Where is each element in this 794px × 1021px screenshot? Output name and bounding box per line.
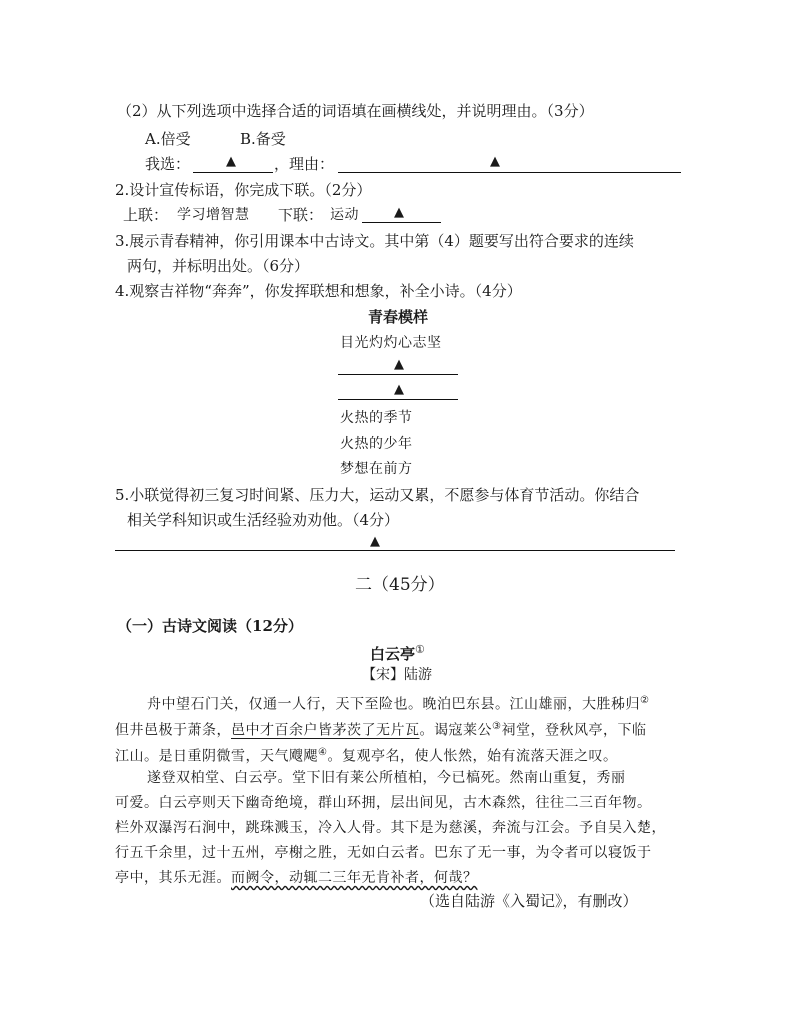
choose-marker: ▲ [226,154,236,169]
lower-couplet-marker: ▲ [394,205,404,220]
p1-text-6: 。复观亭名，使人怅然，始有流落天涯之叹。 [327,748,618,765]
lower-couplet-blank[interactable] [362,222,441,223]
passage-p2-line1: 遂登双柏堂、白云亭。堂下旧有莱公所植柏，今已槁死。然南山重复，秀丽 [147,770,626,786]
upper-couplet-text: 学习增智慧 [177,207,250,223]
persuade-marker: ▲ [370,534,380,549]
quote-prompt-line1: 3.展示青春精神，你引用课本中古诗文。其中第（4）题要写出符合要求的连续 [115,232,634,250]
p1-text-1: 舟中望石门关，仅通一人行，天下至险也。晚泊巴东县。江山雄丽，大胜秭归 [147,696,640,713]
passage-p2-line3: 栏外双瀑泻石涧中，跳珠溅玉，冷入人骨。其下是为慈溪，奔流与江会。予自吴入楚， [115,820,666,836]
upper-couplet-label: 上联： [123,206,169,224]
subsection-title: （一）古诗文阅读（12分） [117,617,303,635]
passage-p2-line4: 行五千余里，过十五州，亭榭之胜，无如白云者。巴东了无一事，为令者可以寝饭于 [115,845,652,861]
passage-p2-line5 [115,868,478,888]
persuade-prompt-line1: 5.小联觉得初三复习时间紧、压力大，运动又累，不愿参与体育节活动。你结合 [115,486,640,504]
section-title: 二（45分） [355,575,445,595]
note-3: ③ [492,721,502,732]
reason-marker: ▲ [490,154,500,169]
note-2: ② [640,695,650,706]
reason-label: ，理由： [274,155,335,173]
reason-blank[interactable] [338,172,681,173]
passage-title-text: 白云亭 [370,645,416,663]
poem-line-3: 火热的少年 [340,436,413,452]
choose-blank[interactable] [193,172,273,173]
option-a: A.倍受 [145,130,191,148]
p1-text-5: 江山。是日重阴微雪，天气飕飔 [115,748,318,765]
slogan-prompt: 2.设计宣传标语，你完成下联。（2分） [115,181,372,199]
poem-blank-1[interactable] [338,374,458,375]
passage-p2-line2: 可爱。白云亭则天下幽奇绝境，群山环拥，层出间见，古木森然，往往二三百年物。 [115,795,652,811]
persuade-blank[interactable] [115,550,675,551]
passage-p1-line1 [147,691,649,715]
passage-title [370,640,425,664]
p1-text-3: 。谒寇莱公 [419,722,492,739]
passage-p1-line3 [115,743,617,767]
poem-line-1: 目光灼灼心志坚 [340,335,442,351]
passage-source: （选自陆游《入蜀记》，有删改） [420,892,638,910]
p2-text-5: 亭中，其乐无涯。 [115,870,231,886]
p1-text-2: 但井邑极于萧条， [115,722,231,739]
option-b: B.备受 [240,130,286,148]
poem-blank-2[interactable] [338,399,458,400]
underlined-sentence-2: 而阙令，动辄二三年无肯补者，何哉？ [231,870,478,886]
quote-prompt-line2: 两句，并标明出处。（6分） [127,257,310,275]
q2-prompt: （2）从下列选项中选择合适的词语填在画横线处，并说明理由。（3分） [117,102,594,120]
note-4: ④ [318,747,328,758]
poem-marker-2: ▲ [394,382,404,397]
poem-title: 青春模样 [368,308,429,326]
poem-line-4: 梦想在前方 [340,461,413,477]
lower-couplet-text: 运动 [330,207,359,223]
underlined-sentence-1: 邑中才百余户皆茅茨了无片瓦 [231,722,420,739]
lower-couplet-label: 下联： [278,206,324,224]
poem-line-2: 火热的季节 [340,410,413,426]
poem-marker-1: ▲ [394,357,404,372]
passage-author: 【宋】陆游 [362,667,432,683]
p1-text-4: 祠堂，登秋风亭，下临 [501,722,647,739]
passage-p1-line2 [115,717,646,741]
persuade-prompt-line2: 相关学科知识或生活经验劝劝他。（4分） [127,511,400,529]
mascot-prompt: 4.观察吉祥物“奔奔”，你发挥联想和想象，补全小诗。（4分） [115,282,522,300]
choose-label: 我选： [145,155,191,173]
title-note: ① [415,643,425,656]
